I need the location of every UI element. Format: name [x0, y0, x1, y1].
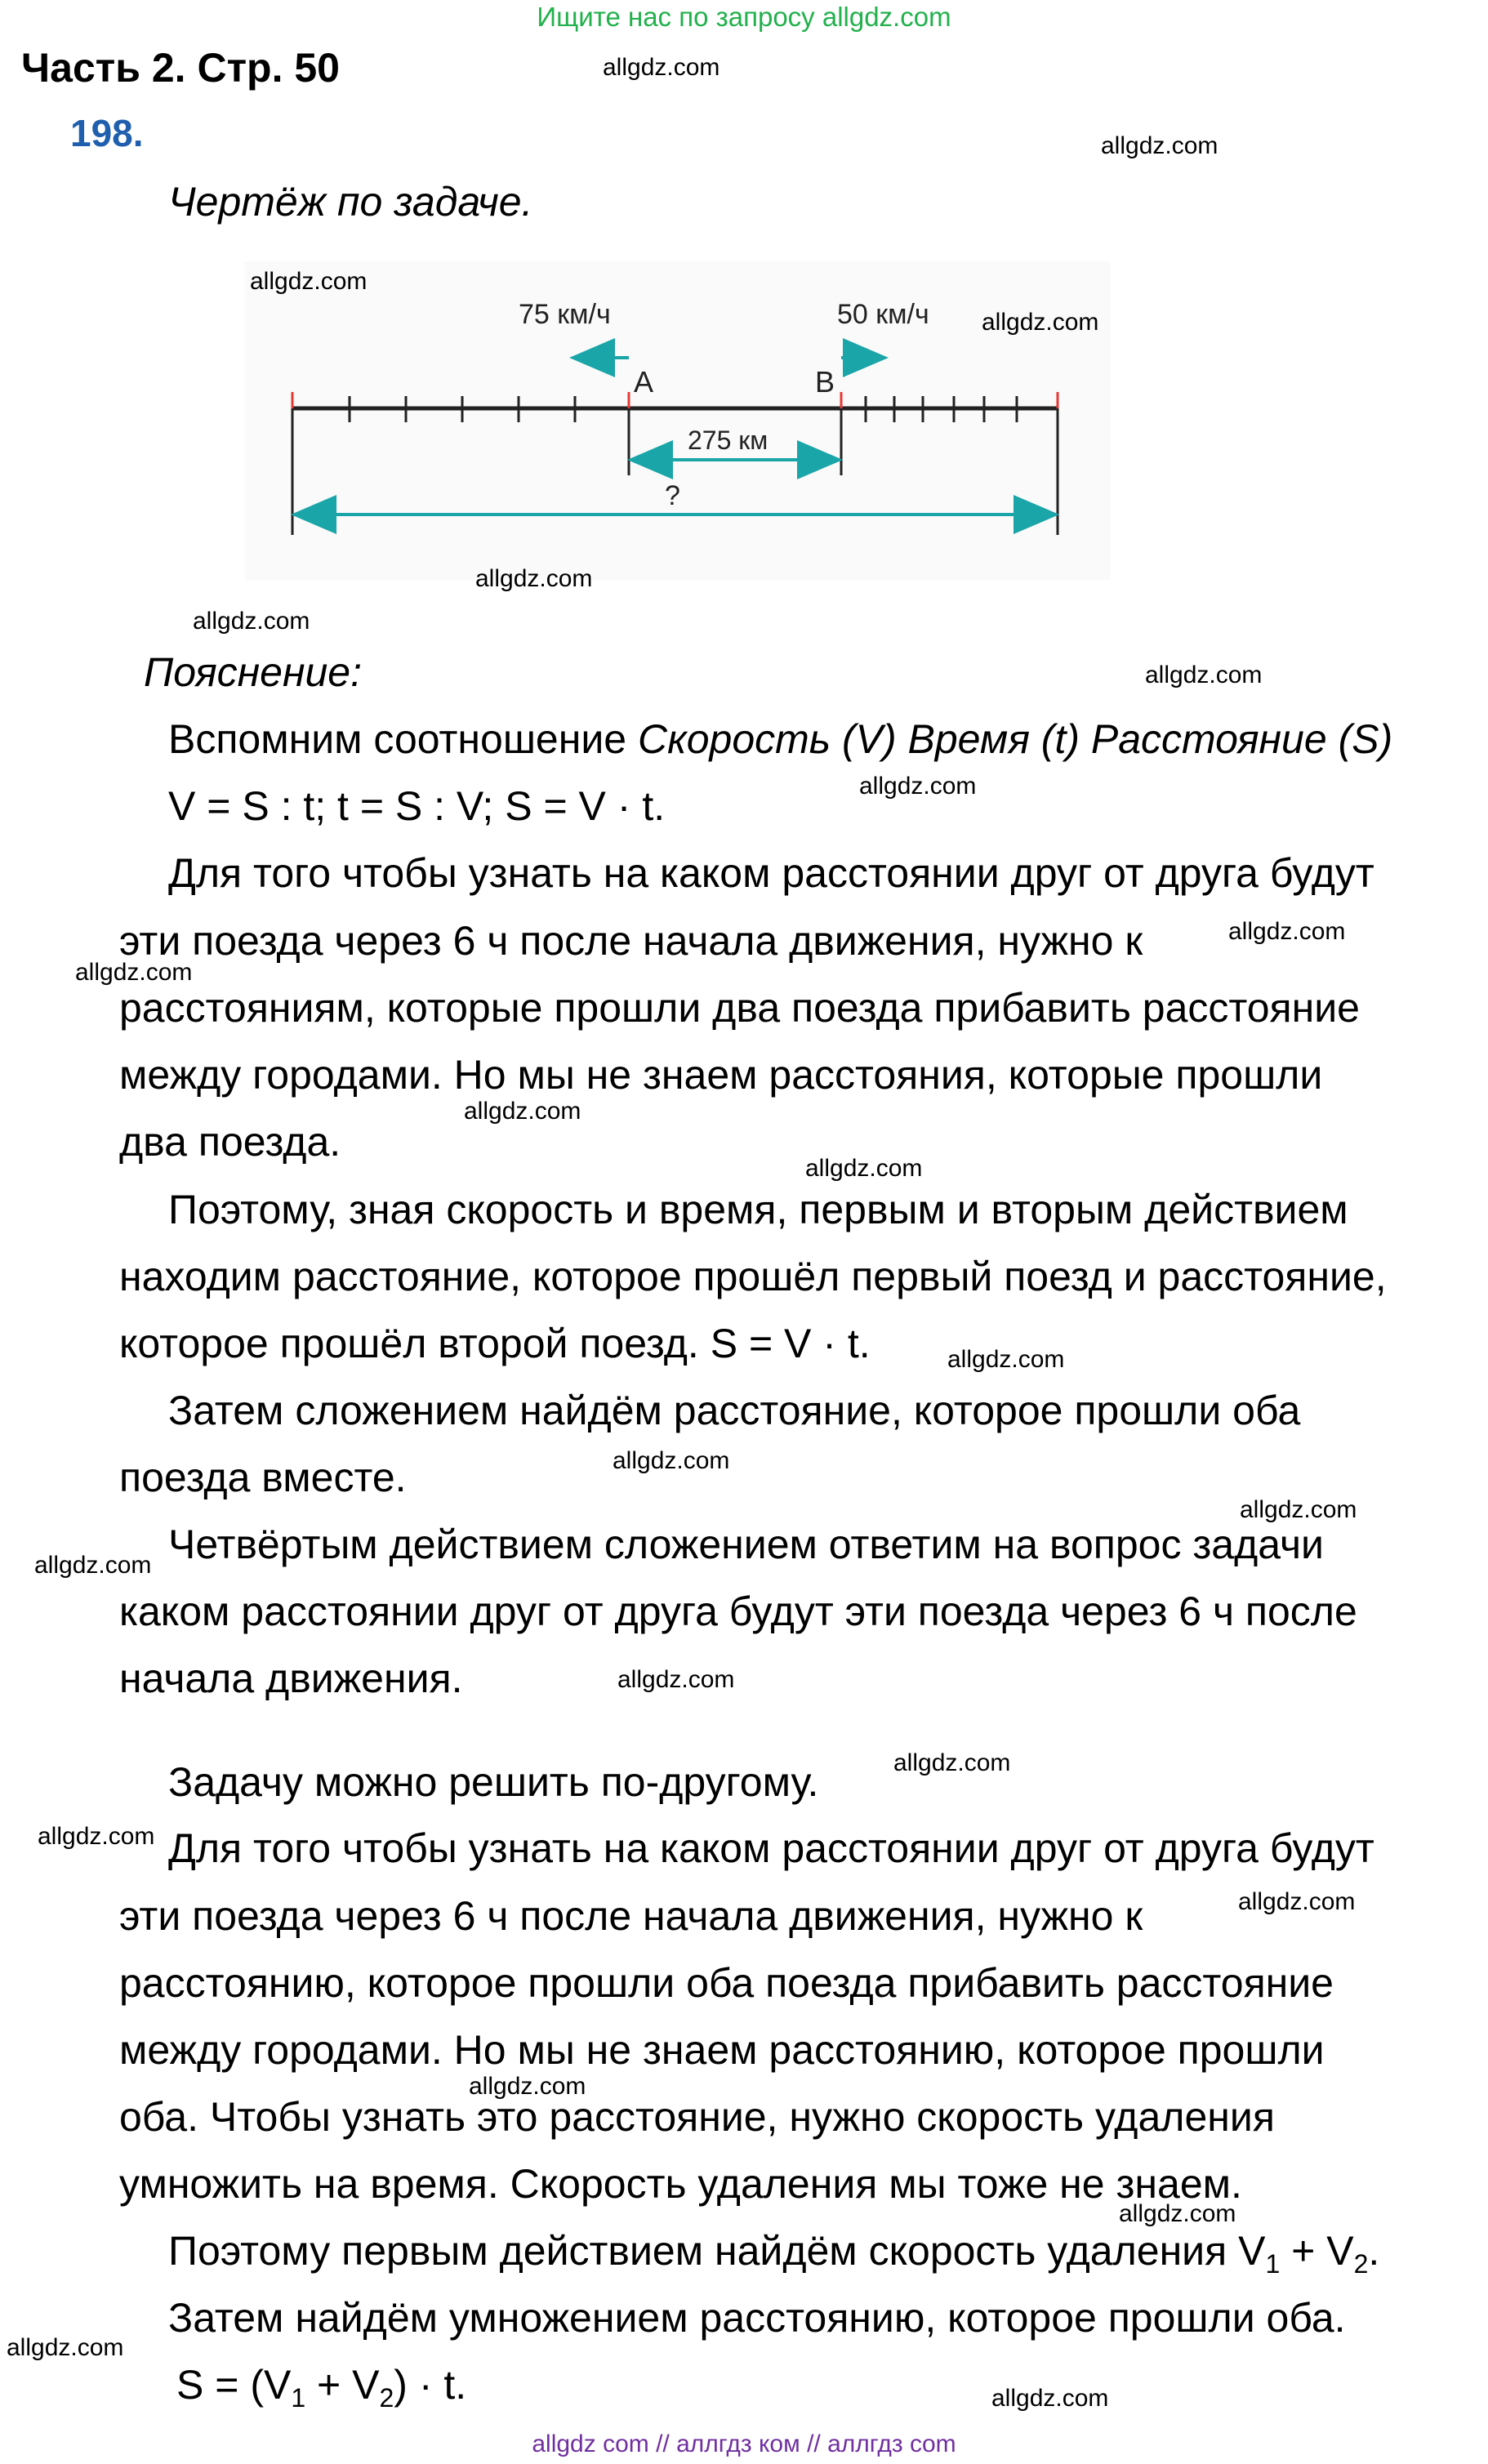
- final-formula: [176, 2364, 466, 2411]
- distance-ab-label: 275 км: [688, 426, 769, 455]
- alt-intro: Задачу можно решить по-другому.: [168, 1759, 819, 1805]
- watermark: allgdz.com: [38, 1823, 155, 1850]
- p2-line-1: Поэтому, зная скорость и время, первым и вторым действием: [168, 1187, 1348, 1232]
- f-mid: + V: [305, 2362, 380, 2408]
- p5-line-4: между городами. Но мы не знаем расстоянию, которое прошли: [119, 2027, 1325, 2073]
- p5-line-2: эти поезда через 6 ч после начала движения, нужно к: [119, 1893, 1143, 1939]
- p5-line-6: умножить на время. Скорость удаления мы тоже не знаем.: [119, 2161, 1242, 2207]
- watermark: allgdz.com: [947, 1346, 1065, 1373]
- watermark: allgdz.com: [7, 2334, 124, 2361]
- f-sub1: 1: [291, 2383, 306, 2413]
- recall-prefix: Вспомним соотношение: [168, 716, 627, 762]
- p4-line-3: начала движения.: [119, 1655, 463, 1701]
- footer-banner[interactable]: allgdz com // аллгдз ком // аллгдз com: [532, 2431, 956, 2457]
- watermark: allgdz.com: [34, 1552, 152, 1579]
- p5-line-1: Для того чтобы узнать на каком расстоянии друг от друга будут: [168, 1825, 1374, 1871]
- watermark: allgdz.com: [475, 565, 593, 592]
- speed-left-label: 75 км/ч: [519, 299, 611, 330]
- point-b-label: B: [815, 365, 835, 399]
- watermark: allgdz.com: [469, 2073, 586, 2100]
- watermark: allgdz.com: [250, 268, 368, 295]
- watermark: allgdz.com: [1145, 662, 1263, 688]
- drawing-caption: Чертёж по задаче.: [168, 179, 533, 225]
- watermark: allgdz.com: [613, 1447, 730, 1474]
- p6-line: [168, 2230, 1379, 2277]
- p1-line-1: Для того чтобы узнать на каком расстоянии друг от друга будут: [168, 850, 1374, 896]
- watermark: allgdz.com: [982, 309, 1099, 336]
- watermark: allgdz.com: [617, 1666, 735, 1693]
- p4-line-2: каком расстоянии друг от друга будут эти поезда через 6 ч после: [119, 1588, 1357, 1634]
- p2-line-2: находим расстояние, которое прошёл первый поезд и расстояние,: [119, 1254, 1387, 1299]
- p6-mid: + V: [1280, 2228, 1354, 2274]
- p6-end: .: [1368, 2228, 1380, 2274]
- watermark: allgdz.com: [859, 773, 977, 800]
- watermark: allgdz.com: [1119, 2200, 1236, 2227]
- p1-line-3: расстояниям, которые прошли два поезда прибавить расстояние: [119, 985, 1360, 1031]
- watermark: allgdz.com: [1240, 1496, 1357, 1523]
- watermark: allgdz.com: [991, 2385, 1109, 2412]
- explanation-heading: Пояснение:: [144, 649, 362, 695]
- task-number: 198.: [70, 112, 144, 154]
- p3-line-2: поезда вместе.: [119, 1455, 407, 1500]
- watermark: allgdz.com: [805, 1155, 923, 1182]
- top-banner[interactable]: Ищите нас по запросу allgdz.com: [537, 2, 951, 32]
- p7-line: Затем найдём умножением расстоянию, которое прошли оба.: [168, 2295, 1346, 2341]
- f-end: ) · t.: [394, 2362, 467, 2408]
- watermark: allgdz.com: [75, 959, 193, 986]
- p1-line-5: два поезда.: [119, 1119, 341, 1165]
- p5-line-5: оба. Чтобы узнать это расстояние, нужно скорость удаления: [119, 2094, 1275, 2140]
- p5-line-3: расстоянию, которое прошли оба поезда прибавить расстояние: [119, 1960, 1334, 2006]
- p6-prefix: Поэтому первым действием найдём скорость удаления V: [168, 2228, 1266, 2274]
- watermark: allgdz.com: [893, 1749, 1011, 1776]
- watermark: allgdz.com: [603, 54, 720, 81]
- watermark: allgdz.com: [1228, 918, 1346, 945]
- point-a-label: A: [634, 365, 654, 399]
- p6-sub2: 2: [1353, 2249, 1369, 2279]
- task-diagram: [245, 261, 1111, 580]
- watermark: allgdz.com: [464, 1098, 581, 1125]
- p6-sub1: 1: [1265, 2249, 1281, 2279]
- p3-line-1: Затем сложением найдём расстояние, которое прошли оба: [168, 1388, 1301, 1433]
- watermark: allgdz.com: [1101, 132, 1218, 159]
- p4-line-1: Четвёртым действием сложением ответим на вопрос задачи: [168, 1522, 1324, 1567]
- recall-italic: Скорость (V) Время (t) Расстояние (S): [638, 716, 1393, 762]
- part-title: Часть 2. Стр. 50: [21, 45, 340, 91]
- p1-line-4: между городами. Но мы не знаем расстояния, которые прошли: [119, 1052, 1323, 1098]
- p2-line-3: которое прошёл второй поезд. S = V · t.: [119, 1321, 871, 1366]
- formulas-line: V = S : t; t = S : V; S = V · t.: [168, 783, 666, 829]
- speed-right-label: 50 км/ч: [837, 299, 929, 330]
- watermark: allgdz.com: [1238, 1888, 1356, 1915]
- p1-line-2: эти поезда через 6 ч после начала движения, нужно к: [119, 918, 1143, 964]
- f-sub2: 2: [379, 2383, 394, 2413]
- f-prefix: S = (V: [176, 2362, 292, 2408]
- unknown-label: ?: [665, 480, 680, 511]
- recall-line: [168, 716, 1393, 762]
- watermark: allgdz.com: [193, 608, 310, 635]
- diagram-background: [245, 261, 1111, 580]
